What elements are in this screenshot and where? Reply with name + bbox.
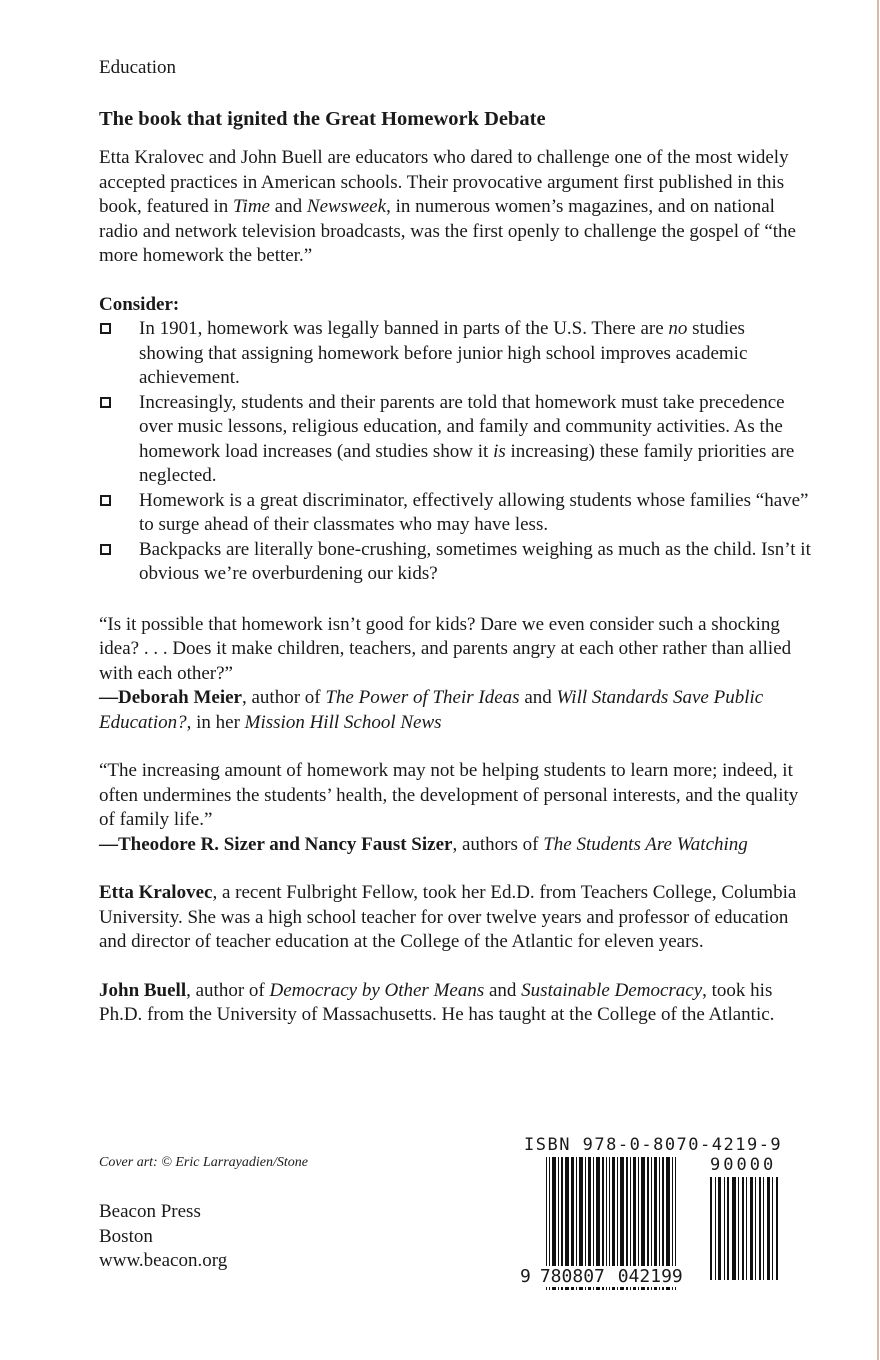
magazine-time: Time <box>233 196 270 217</box>
book-title: The Students Are Watching <box>543 833 748 855</box>
consider-list <box>99 317 814 587</box>
book-title: Sustainable Democracy <box>521 979 703 1001</box>
ean-number <box>520 1266 684 1287</box>
consider-heading: Consider: <box>99 293 180 315</box>
author-name: John Buell <box>99 979 187 1001</box>
publisher-website: www.beacon.org <box>99 1250 228 1271</box>
magazine-newsweek: Newsweek <box>306 196 387 217</box>
book-title: Democracy by Other Means <box>269 979 485 1001</box>
intro-text: Etta Kralovec and John Buell are educators who dared to challenge one of the most widely accepted practices in American schools. Their provocative argument first published in this book, featured in <box>99 147 789 217</box>
category-label: Education <box>99 57 177 78</box>
quote-text: “Is it possible that homework isn’t good for kids? Dare we even consider such a shocking idea? . . . Does it make children, teachers, and parents angry at each other rather than allied with each other?” <box>99 613 792 684</box>
item-text: Backpacks are literally bone-crushing, sometimes weighing as much as the child. Isn’t it obvious we’re overburdening our kids? <box>139 538 811 584</box>
quote-text: “The increasing amount of homework may not be helping students to learn more; indeed, it often undermines the students’ health, the development of personal interests, and the quality of family life.” <box>99 760 799 830</box>
price-addon-number: 90000 <box>710 1155 777 1175</box>
item-text: studies showing that assigning homework before junior high school improves academic achievement. <box>139 318 748 388</box>
headline: The book that ignited the Great Homework Debate <box>99 108 546 130</box>
ean-group-right: 042199 <box>617 1266 683 1287</box>
page-edge <box>877 0 879 1360</box>
book-title: Will Standards Save Public Education? <box>99 687 764 733</box>
quote-author: —Deborah Meier <box>99 687 242 708</box>
checkbox-square-icon <box>100 323 111 334</box>
intro-text: , in numerous women’s magazines, and on national radio and network television broadcasts, was the first openly to challenge the gospel of “the more homework the better.” <box>99 196 796 266</box>
attribution-text: , in her <box>186 711 245 733</box>
item-text: increasing) these family priorities are neglected. <box>139 440 795 486</box>
quote-sizer <box>99 759 814 857</box>
publisher-city: Boston <box>99 1225 153 1247</box>
bio-buell <box>99 979 814 1028</box>
checkbox-square-icon <box>100 495 111 506</box>
item-text: Homework is a great discriminator, effectively allowing students whose families “have” to surge ahead of their classmates who may have less. <box>139 489 809 535</box>
list-item <box>99 489 814 538</box>
bio-text: and <box>484 979 522 1001</box>
item-emphasis: is <box>493 440 506 462</box>
attribution-text: , author of <box>241 687 326 708</box>
attribution-text: and <box>519 687 557 708</box>
author-name: Etta Kralovec <box>99 882 213 903</box>
book-title: The Power of Their Ideas <box>325 687 520 708</box>
list-item <box>99 317 814 391</box>
ean-group-left: 780807 <box>539 1266 605 1287</box>
item-text: Increasingly, students and their parents are told that homework must take precedence over music lessons, religious education, and family and community activities. As the homework load increases (and studies show it <box>139 391 785 462</box>
bio-text: , a recent Fulbright Fellow, took her Ed.D. from Teachers College, Columbia University. She was a high school teacher for over twelve years and professor of education and director of teacher education at the College of the Atlantic for eleven years. <box>99 882 797 952</box>
back-cover-text <box>99 56 814 1028</box>
item-emphasis: no <box>668 318 688 339</box>
attribution-text: , authors of <box>452 833 544 855</box>
publisher-info <box>99 1200 227 1274</box>
publication-title: Mission Hill School News <box>244 711 442 733</box>
bio-text: , took his Ph.D. from the University of Massachusetts. He has taught at the College of the Atlantic. <box>99 979 775 1025</box>
intro-paragraph <box>99 146 814 269</box>
cover-art-credit: Cover art: © Eric Larrayadien/Stone <box>99 1155 308 1170</box>
quote-meier <box>99 613 814 736</box>
checkbox-square-icon <box>100 544 111 555</box>
intro-text: and <box>269 196 307 217</box>
publisher-name: Beacon Press <box>99 1201 201 1222</box>
ean-first-digit: 9 <box>520 1266 531 1287</box>
list-item <box>99 538 814 587</box>
item-text: In 1901, homework was legally banned in parts of the U.S. There are <box>139 318 669 339</box>
bio-kralovec <box>99 881 814 955</box>
addon-barcode-bars <box>710 1177 780 1280</box>
isbn-barcode <box>520 1135 800 1295</box>
list-item <box>99 391 814 489</box>
checkbox-square-icon <box>100 397 111 408</box>
quote-author: —Theodore R. Sizer and Nancy Faust Sizer <box>99 833 453 855</box>
isbn-label: ISBN 978-0-8070-4219-9 <box>524 1135 783 1155</box>
bio-text: , author of <box>186 979 270 1001</box>
